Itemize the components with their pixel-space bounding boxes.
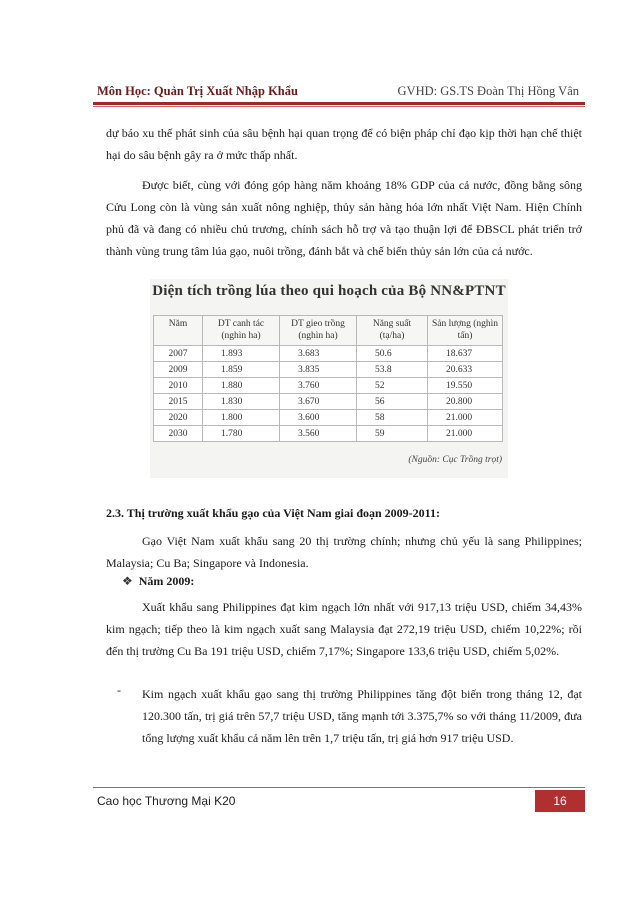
page-number: 16 [535,790,585,812]
diamond-bullet-icon: ❖ [122,574,133,588]
col-header-year: Năm [154,316,203,346]
cell-sown-area: 3.600 [280,410,357,426]
table-row [154,426,503,442]
table-row [154,410,503,426]
cell-output: 21.000 [428,426,503,442]
cell-yield: 50.6 [357,346,428,362]
header-rule-thin [93,106,585,107]
cell-cultivated-area: 1.830 [203,394,280,410]
cell-year: 2007 [154,346,203,362]
col-header-sown-area: DT gieo trồng (nghìn ha) [280,316,357,346]
cell-cultivated-area: 1.893 [203,346,280,362]
cell-cultivated-area: 1.859 [203,362,280,378]
cell-year: 2020 [154,410,203,426]
paragraph-2009-exports: Xuất khẩu sang Philippines đạt kim ngạch lớn nhất với 917,13 triệu USD, chiếm 34,43% kim ngạch; tiếp theo là kim ngạch xuất sang Malaysia đạt 272,19 triệu USD, chiếm 10,22%; rồi đến thị trường Cu Ba 191 triệu USD, chiếm 7,17%; Singapore 133,6 triệu USD, chiếm 5,02%. [106,600,582,658]
rice-area-table [153,315,503,442]
list-item-philippines-surge: Kim ngạch xuất khẩu gạo sang thị trường Philippines tăng đột biến trong tháng 12, đạt 120.300 tấn, trị giá trên 57,7 triệu USD, tăng mạnh tới 3.375,7% so với tháng 11/2009, đưa tổng lượng xuất khẩu cả năm lên trên 1,7 triệu tấn, trị giá hơn 917 triệu USD. [142,687,582,745]
cell-sown-area: 3.683 [280,346,357,362]
cell-yield: 56 [357,394,428,410]
cell-yield: 53.8 [357,362,428,378]
bullet-year-2009 [122,574,194,589]
col-header-yield: Năng suất (tạ/ha) [357,316,428,346]
advisor-name: GVHD: GS.TS Đoàn Thị Hồng Vân [397,84,579,98]
header-rule [93,102,585,105]
paragraph-pest-forecast: dự báo xu thế phát sinh của sâu bệnh hại quan trọng để có biện pháp chỉ đạo kịp thời hạn chế thiệt hại do sâu bệnh gây ra ở mức thấp nhất. [106,126,582,162]
table-row [154,394,503,410]
cell-yield: 58 [357,410,428,426]
cell-output: 21.000 [428,410,503,426]
cell-cultivated-area: 1.780 [203,426,280,442]
course-title: Môn Học: Quản Trị Xuất Nhập Khẩu [97,84,298,98]
cell-cultivated-area: 1.800 [203,410,280,426]
bullet-label: Năm 2009: [138,574,195,588]
table-source: (Nguồn: Cục Trồng trọt) [408,455,502,465]
col-header-output: Sản lượng (nghìn tấn) [428,316,503,346]
page-header [93,79,585,105]
cell-sown-area: 3.760 [280,378,357,394]
cell-year: 2010 [154,378,203,394]
program-name: Cao học Thương Mại K20 [97,794,236,808]
table-title: Diện tích trồng lúa theo qui hoạch của Bộ NN&PTNT [152,283,506,299]
paragraph-export-markets: Gạo Việt Nam xuất khẩu sang 20 thị trường chính; nhưng chủ yếu là sang Philippines; Malaysia; Cu Ba; Singapore và Indonesia. [106,534,582,570]
section-heading: 2.3. Thị trường xuất khẩu gạo của Việt Nam giai đoạn 2009-2011: [106,506,440,520]
cell-year: 2015 [154,394,203,410]
cell-yield: 52 [357,378,428,394]
cell-output: 18.637 [428,346,503,362]
cell-sown-area: 3.670 [280,394,357,410]
paragraph-mekong-delta: Được biết, cùng với đóng góp hàng năm khoảng 18% GDP của cả nước, đồng bằng sông Cửu Long còn là vùng sản xuất nông nghiệp, thủy sản hàng hóa lớn nhất Việt Nam. Hiện Chính phủ đã và đang có nhiều chủ trương, chính sách hỗ trợ và tạo thuận lợi để ĐBSCL phát triển trở thành vùng trung tâm lúa gạo, nuôi trồng, đánh bắt và chế biến thủy sản lớn của cả nước. [106,178,582,258]
table-header-row [154,316,503,346]
cell-output: 20.800 [428,394,503,410]
rice-area-table-image [150,279,508,478]
table-row [154,378,503,394]
cell-sown-area: 3.835 [280,362,357,378]
cell-output: 20.633 [428,362,503,378]
cell-year: 2030 [154,426,203,442]
cell-yield: 59 [357,426,428,442]
cell-year: 2009 [154,362,203,378]
dash-marker: - [117,683,121,697]
footer-rule [93,787,585,788]
cell-sown-area: 3.560 [280,426,357,442]
table-row [154,346,503,362]
cell-cultivated-area: 1.880 [203,378,280,394]
col-header-cultivated-area: DT canh tác (nghìn ha) [203,316,280,346]
page-footer [93,790,585,812]
table-row [154,362,503,378]
cell-output: 19.550 [428,378,503,394]
